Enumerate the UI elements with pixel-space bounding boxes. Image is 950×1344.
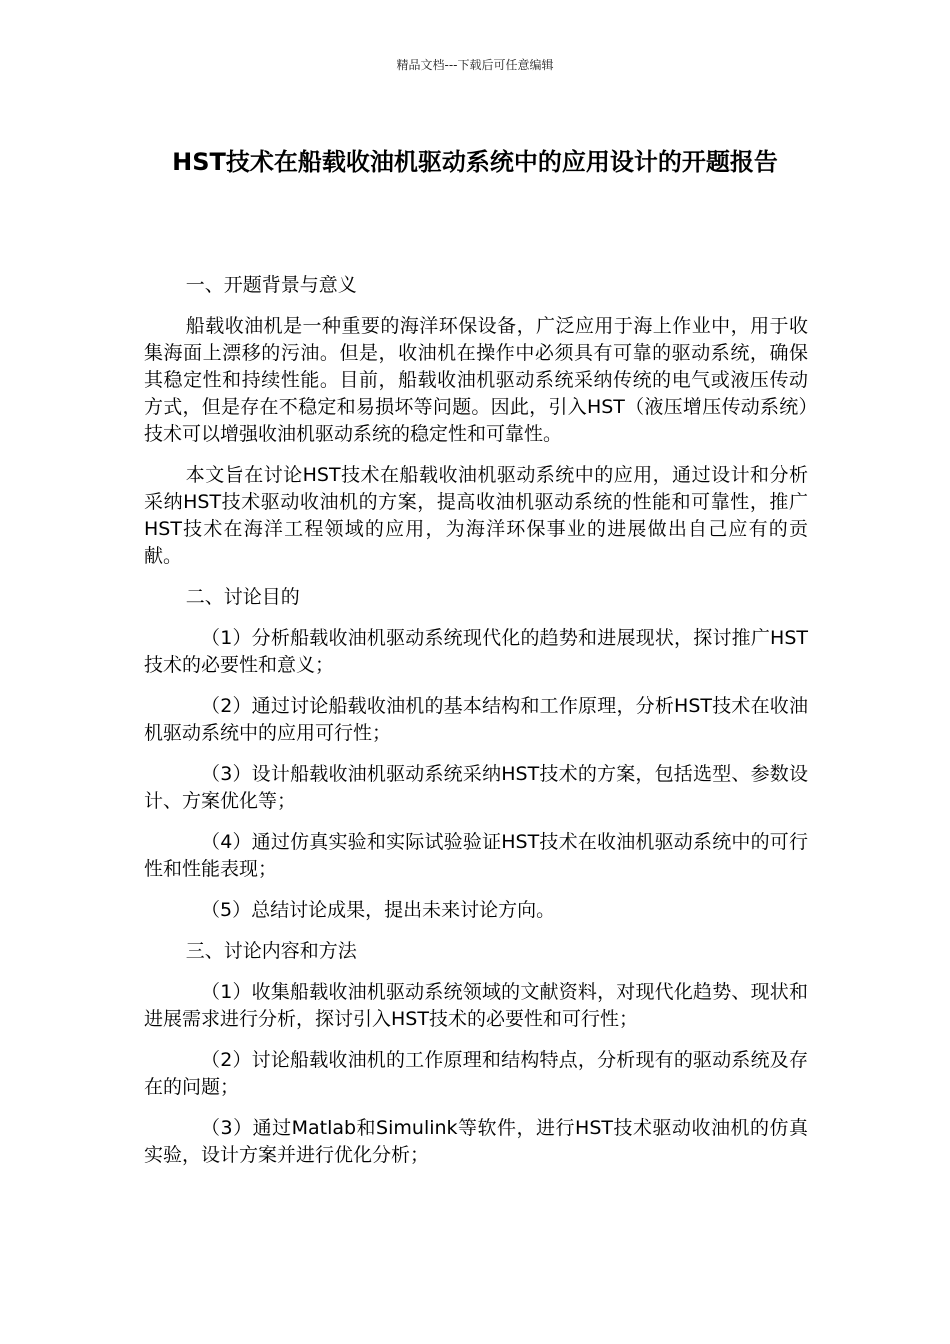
- document-title: HST技术在船载收油机驱动系统中的应用设计的开题报告: [172, 148, 778, 176]
- section-heading-1: 一、开题背景与意义: [185, 274, 357, 296]
- paragraph-background: 船载收油机是一种重要的海洋环保设备，广泛应用于海上作业中，用于收集海面上漂移的污油。但是，收油机在操作中必须具有可靠的驱动系统，确保其稳定性和持续性能。目前，船载收油机驱动系统采纳传统的电气或液压传动方式，但是存在不稳定和易损坏等问题。因此，引入HST（液压增压传动系统）技术可以增强收油机驱动系统的稳定性和可靠性。: [144, 315, 808, 445]
- section-heading-2: 二、讨论目的: [185, 586, 300, 608]
- list-item: （3）通过Matlab和Simulink等软件，进行HST技术驱动收油机的仿真实验，设计方案并进行优化分析；: [144, 1117, 808, 1166]
- paragraph-purpose: 本文旨在讨论HST技术在船载收油机驱动系统中的应用，通过设计和分析采纳HST技术驱动收油机的方案，提高收油机驱动系统的性能和可靠性，推广HST技术在海洋工程领域的应用，为海洋环保事业的进展做出自己应有的贡献。: [144, 464, 808, 567]
- list-item: （2）通过讨论船载收油机的基本结构和工作原理，分析HST技术在收油机驱动系统中的应用可行性；: [144, 695, 808, 744]
- section-heading-3: 三、讨论内容和方法: [185, 940, 357, 962]
- list-item: （5）总结讨论成果，提出未来讨论方向。: [201, 899, 556, 921]
- header-note: 精品文档---下载后可任意编辑: [396, 58, 554, 72]
- list-item: （1）收集船载收油机驱动系统领域的文献资料，对现代化趋势、现状和进展需求进行分析，探讨引入HST技术的必要性和可行性；: [144, 981, 808, 1030]
- list-item: （3）设计船载收油机驱动系统采纳HST技术的方案，包括选型、参数设计、方案优化等；: [144, 763, 808, 812]
- list-item: （2）讨论船载收油机的工作原理和结构特点，分析现有的驱动系统及存在的问题；: [144, 1049, 808, 1098]
- list-item: （1）分析船载收油机驱动系统现代化的趋势和进展现状，探讨推广HST技术的必要性和意义；: [144, 627, 808, 676]
- list-item: （4）通过仿真实验和实际试验验证HST技术在收油机驱动系统中的可行性和性能表现；: [144, 831, 808, 880]
- document-body: [144, 272, 808, 1183]
